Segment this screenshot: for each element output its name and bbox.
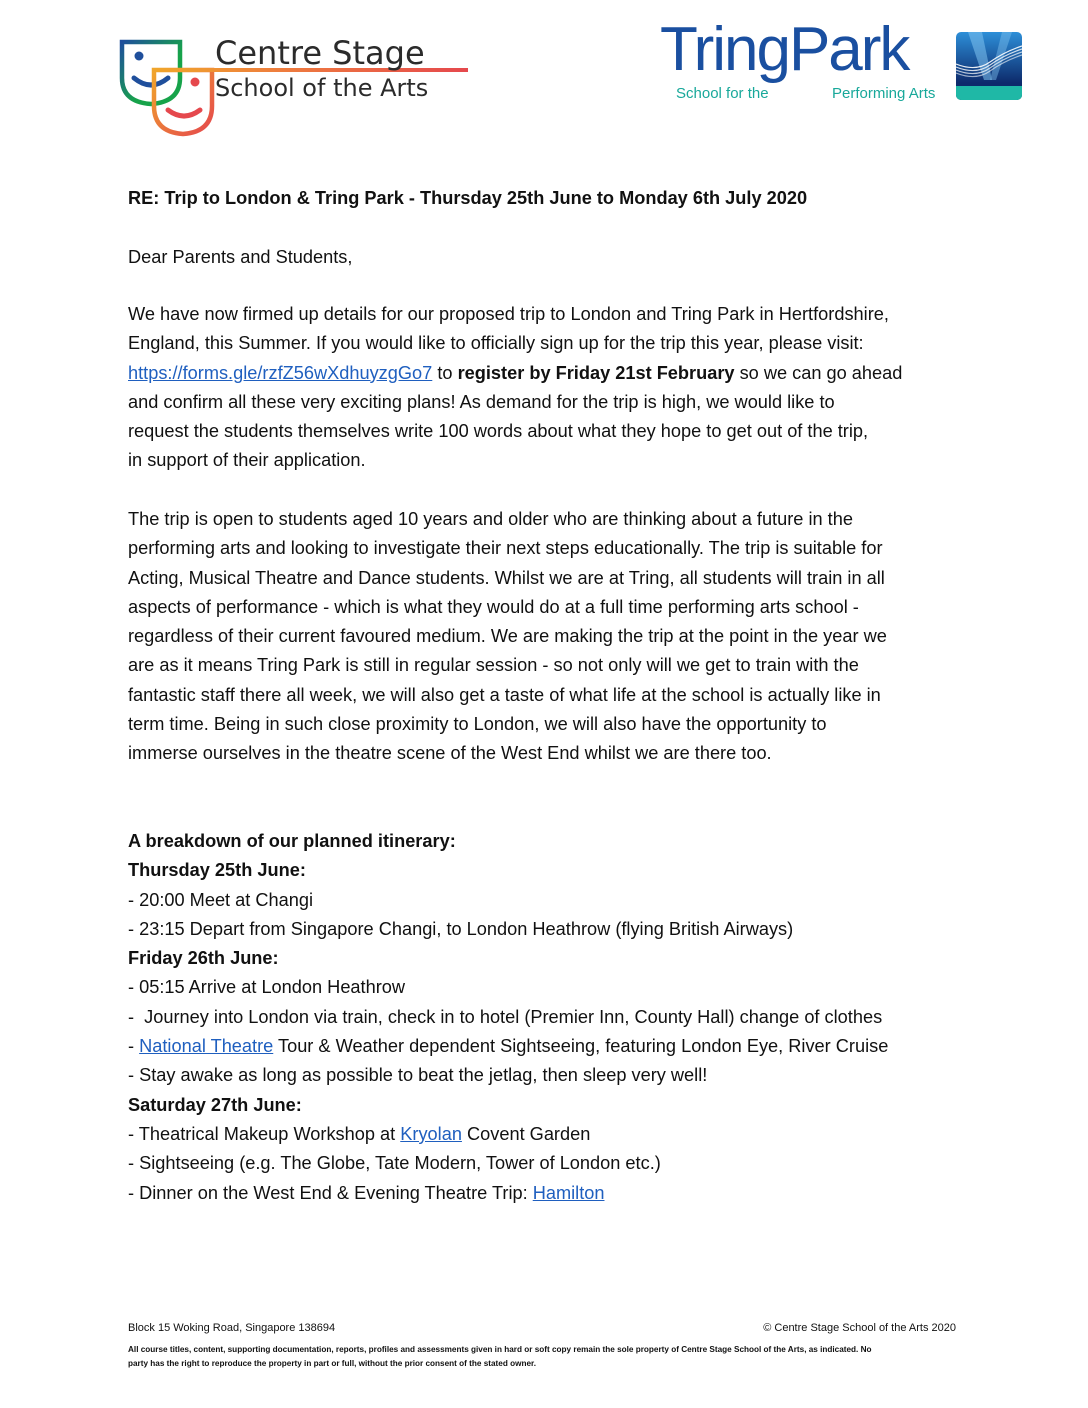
itinerary-item: - 05:15 Arrive at London Heathrow [128,977,406,998]
itinerary-item [128,1179,968,1208]
text-line: immerse ourselves in the theatre scene of the West End whilst we are there too. [128,743,772,764]
signup-form-link[interactable]: https://forms.gle/rzfZ56wXdhuyzgGo7 [128,362,433,383]
itinerary-day-saturday: Saturday 27th June: [128,1094,302,1115]
text-line: aspects of performance - which is what they would do at a full time performing arts school - [128,596,859,617]
theatre-masks-icon [118,38,218,138]
national-theatre-link[interactable]: National Theatre [139,1036,274,1057]
text-line: The trip is open to students aged 10 years and older who are thinking about a future in the [128,509,853,529]
text-fragment: - Theatrical Makeup Workshop at [128,1123,401,1144]
paragraph-trip-details [128,505,968,769]
itinerary-item: - Journey into London via train, check in to hotel (Premier Inn, County Hall) change of clothes [128,1006,883,1027]
itinerary-item: - 23:15 Depart from Singapore Changi, to London Heathrow (flying British Airways) [128,918,794,939]
itinerary-section [128,827,968,1208]
legal-line: party has the right to reproduce the property in part or full, without the prior consent of the stated owner. [128,1359,537,1368]
text-fragment: Covent Garden [461,1123,591,1144]
text-line: and confirm all these very exciting plans! As demand for the trip is high, we would like to [128,391,835,412]
logo-subtitle-right: Performing Arts [832,85,936,102]
itinerary-day-thursday: Thursday 25th June: [128,860,306,881]
legal-line: All course titles, content, supporting documentation, reports, profiles and assessments given in hard or soft copy remain the sole property of Centre Stage School of the Arts, as indicated. No [128,1345,872,1354]
itinerary-day-friday: Friday 26th June: [128,948,279,969]
text-line: Acting, Musical Theatre and Dance students. Whilst we are at Tring, all students will train in all [128,567,885,588]
text-line: are as it means Tring Park is still in regular session - so not only will we get to train with the [128,655,859,676]
logo-title: TringPark [660,15,909,84]
text-line: performing arts and looking to investigate their next steps educationally. The trip is suitable for [128,538,883,559]
text-line [128,359,968,388]
text-line: We have now firmed up details for our proposed trip to London and Tring Park in Hertfordshire, [128,304,889,324]
itinerary-item: - 20:00 Meet at Changi [128,889,314,910]
text-line: in support of their application. [128,450,366,471]
footer-copyright: © Centre Stage School of the Arts 2020 [763,1322,956,1334]
text-line: regardless of their current favoured medium. We are making the trip at the point in the year we [128,626,887,647]
text-fragment: - [128,1036,140,1057]
centre-stage-logo [118,34,478,138]
text-line: request the students themselves write 100 words about what they hope to get out of the trip, [128,421,869,442]
letter-subject: RE: Trip to London & Tring Park - Thursday 25th June to Monday 6th July 2020 [128,188,808,208]
registration-deadline: register by Friday 21st February [457,362,735,383]
text-fragment: Tour & Weather dependent Sightseeing, featuring London Eye, River Cruise [273,1036,889,1057]
text-fragment: - Dinner on the West End & Evening Theatre Trip: [128,1182,533,1203]
itinerary-heading: A breakdown of our planned itinerary: [128,831,456,851]
letter-greeting: Dear Parents and Students, [128,247,353,267]
logo-title: Centre Stage [215,34,425,72]
kryolan-link[interactable]: Kryolan [400,1123,462,1144]
text-fragment: so we can go ahead [734,362,903,383]
logo-subtitle-left: School for the [676,85,769,102]
footer-address: Block 15 Woking Road, Singapore 138694 [128,1322,336,1334]
itinerary-item [128,1120,968,1149]
itinerary-item: - Stay awake as long as possible to beat the jetlag, then sleep very well! [128,1065,708,1086]
text-line: England, this Summer. If you would like to officially sign up for the trip this year, please visit: [128,333,864,354]
hamilton-link[interactable]: Hamilton [532,1182,605,1203]
text-line: fantastic staff there all week, we will also get a taste of what life at the school is actually like in [128,684,881,705]
paragraph-registration [128,300,968,476]
stage-lights-emblem-icon [956,32,1022,100]
tring-park-logo [660,15,1030,108]
logo-subtitle: School of the Arts [215,74,429,102]
text-fragment: to [432,362,458,383]
itinerary-item [128,1032,968,1061]
footer-legal-notice [128,1343,958,1371]
text-line: term time. Being in such close proximity to London, we will also have the opportunity to [128,714,827,735]
itinerary-item: - Sightseeing (e.g. The Globe, Tate Modern, Tower of London etc.) [128,1153,661,1174]
